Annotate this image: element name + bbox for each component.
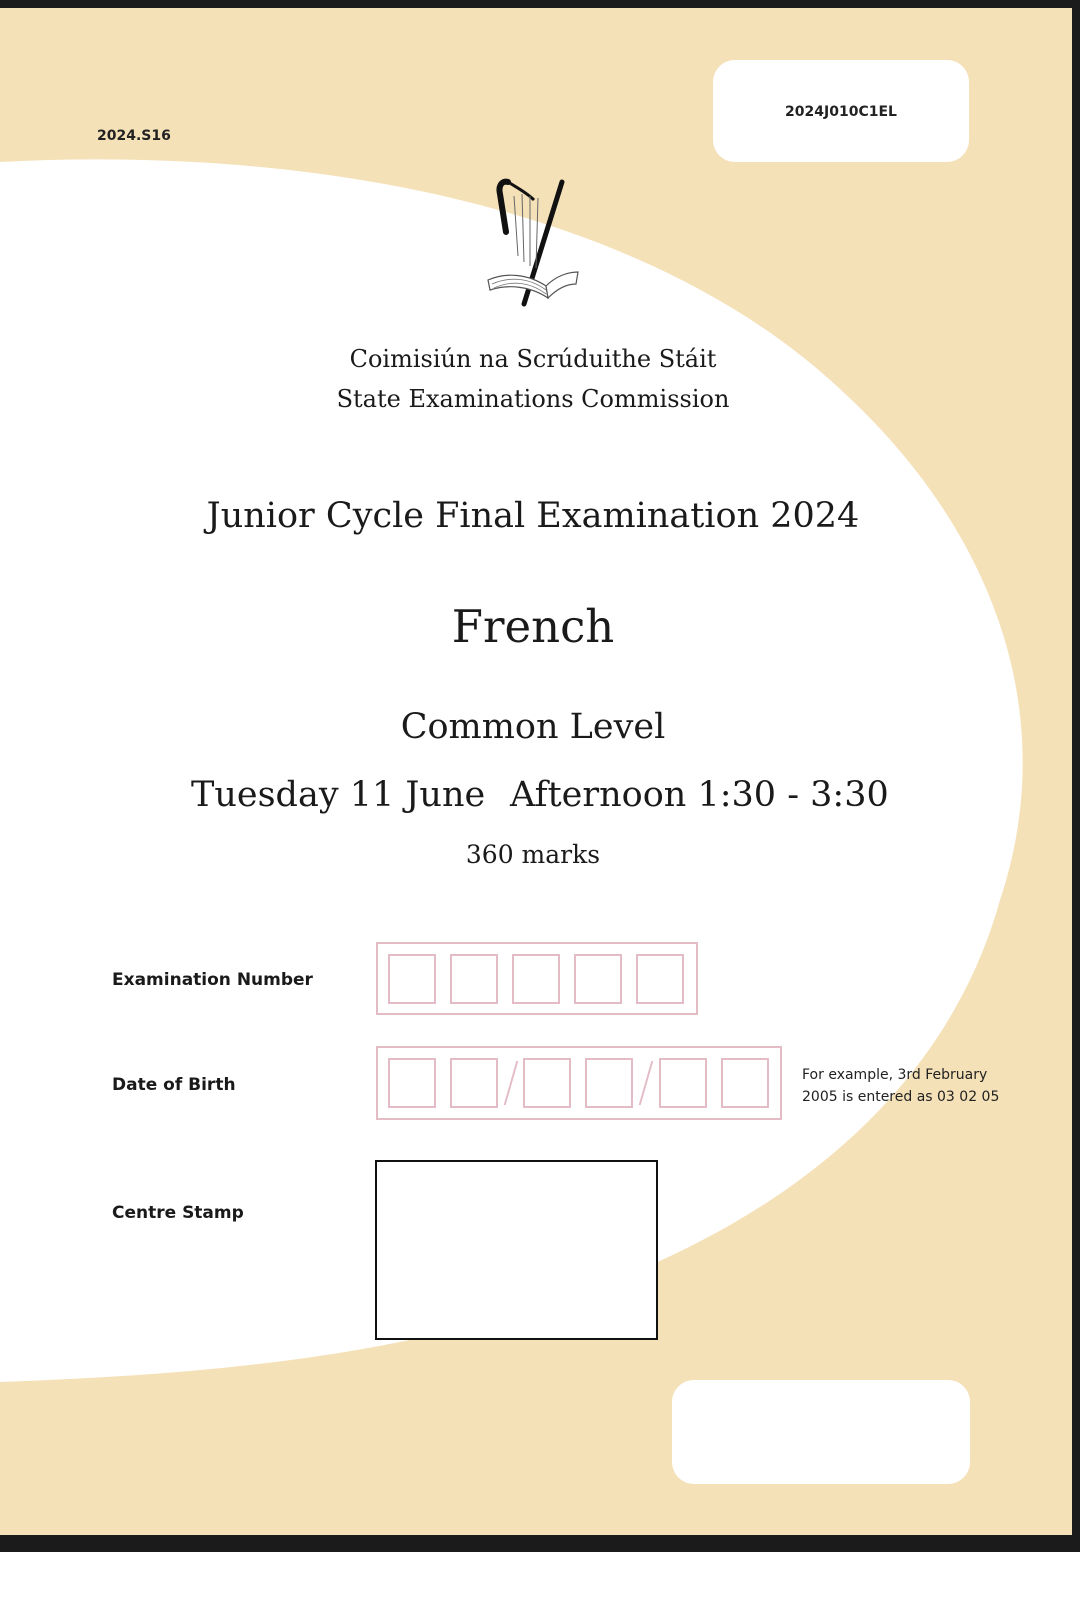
- exam-number-label: Examination Number: [112, 970, 313, 990]
- centre-stamp-box[interactable]: [375, 1160, 658, 1340]
- exam-number-digit-3[interactable]: [512, 954, 560, 1004]
- exam-number-field: [376, 942, 698, 1015]
- exam-subject: French: [451, 600, 615, 653]
- exam-number-digit-1[interactable]: [388, 954, 436, 1004]
- dob-separator: [504, 1061, 519, 1105]
- commission-english-name: State Examinations Commission: [336, 385, 730, 413]
- dob-label: Date of Birth: [112, 1075, 236, 1095]
- exam-number-digit-2[interactable]: [450, 954, 498, 1004]
- dob-day-digit-2[interactable]: [450, 1058, 498, 1108]
- dob-example-note: For example, 3rd February 2005 is entered as 03 02 05: [802, 1067, 1000, 1105]
- paper-code-right: 2024J010C1EL: [785, 104, 897, 120]
- dob-month-digit-2[interactable]: [585, 1058, 633, 1108]
- centre-stamp-label: Centre Stamp: [112, 1203, 244, 1223]
- exam-title: Junior Cycle Final Examination 2024: [206, 496, 860, 536]
- dob-day-digit-1[interactable]: [388, 1058, 436, 1108]
- commission-irish-name: Coimisiún na Scrúduithe Stáit: [349, 345, 717, 373]
- paper-code-left: 2024.S16: [97, 128, 171, 144]
- exam-date: Tuesday 11 June: [191, 775, 486, 815]
- exam-number-digit-4[interactable]: [574, 954, 622, 1004]
- exam-number-digit-5[interactable]: [636, 954, 684, 1004]
- dob-separator: [639, 1061, 654, 1105]
- dob-month-digit-1[interactable]: [523, 1058, 571, 1108]
- exam-level: Common Level: [400, 707, 666, 747]
- dob-field: [376, 1046, 782, 1120]
- harp-book-icon: [484, 176, 584, 308]
- top-code-panel: [713, 60, 969, 162]
- dob-year-digit-2[interactable]: [721, 1058, 769, 1108]
- exam-session: Afternoon 1:30 - 3:30: [510, 775, 889, 815]
- dob-year-digit-1[interactable]: [659, 1058, 707, 1108]
- bottom-blank-panel: [672, 1380, 970, 1484]
- exam-marks: 360 marks: [465, 840, 601, 869]
